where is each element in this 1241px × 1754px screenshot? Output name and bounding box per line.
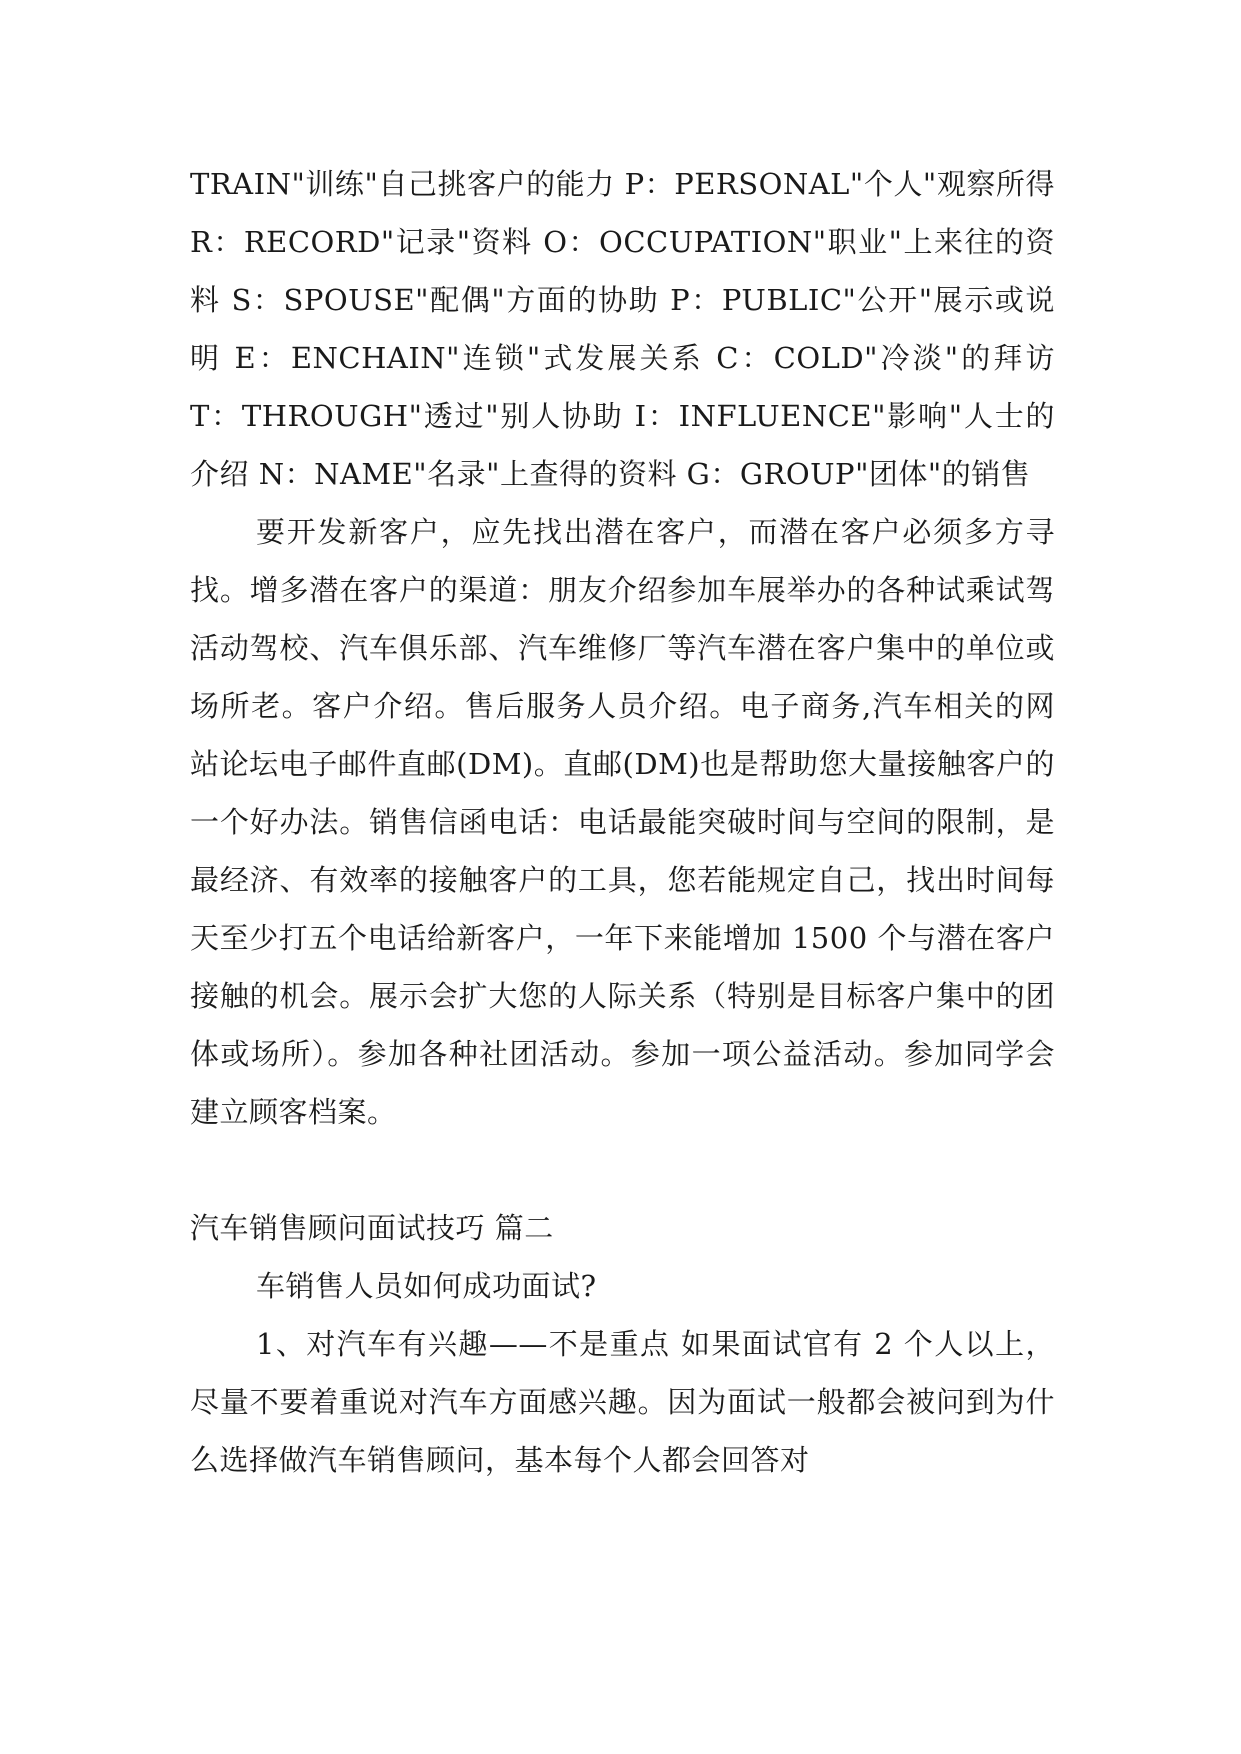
paragraph-prospect-acronym: TRAIN"训练"自己挑客户的能力 P：PERSONAL"个人"观察所得 R：RECORD"记录"资料 O：OCCUPATION"职业"上来往的资料 S：SPOUSE"配偶"方面的协助 P：PUBLIC"公开"展示或说明 E：ENCHAIN"连锁"式发展关系 C：COLD"冷淡"的拜访 T：THROUGH"透过"别人协助 I：INFLUENCE"影响"人士的介绍 N：NAME"名录"上查得的资料 G：GROUP"团体"的销售 bbox=[190, 167, 1055, 491]
section-spacer bbox=[190, 1141, 1055, 1199]
document-page bbox=[190, 155, 1055, 1489]
paragraph-interest-in-cars: 1、对汽车有兴趣——不是重点 如果面试官有 2 个人以上，尽量不要着重说对汽车方面感兴趣。因为面试一般都会被问到为什么选择做汽车销售顾问，基本每个人都会回答对 bbox=[190, 1327, 1055, 1477]
section-heading: 汽车销售顾问面试技巧 篇二 bbox=[190, 1211, 554, 1245]
paragraph-new-customers: 要开发新客户，应先找出潜在客户，而潜在客户必须多方寻找。增多潜在客户的渠道：朋友介绍参加车展举办的各种试乘试驾活动驾校、汽车俱乐部、汽车维修厂等汽车潜在客户集中的单位或场所老。客户介绍。售后服务人员介绍。电子商务,汽车相关的网站论坛电子邮件直邮(DM)。直邮(DM)也是帮助您大量接触客户的一个好办法。销售信函电话：电话最能突破时间与空间的限制，是最经济、有效率的接触客户的工具，您若能规定自己，找出时间每天至少打五个电话给新客户，一年下来能增加 1500 个与潜在客户接触的机会。展示会扩大您的人际关系（特别是目标客户集中的团体或场所）。参加各种社团活动。参加一项公益活动。参加同学会建立顾客档案。 bbox=[190, 515, 1055, 1129]
interview-question: 车销售人员如何成功面试? bbox=[256, 1269, 597, 1303]
